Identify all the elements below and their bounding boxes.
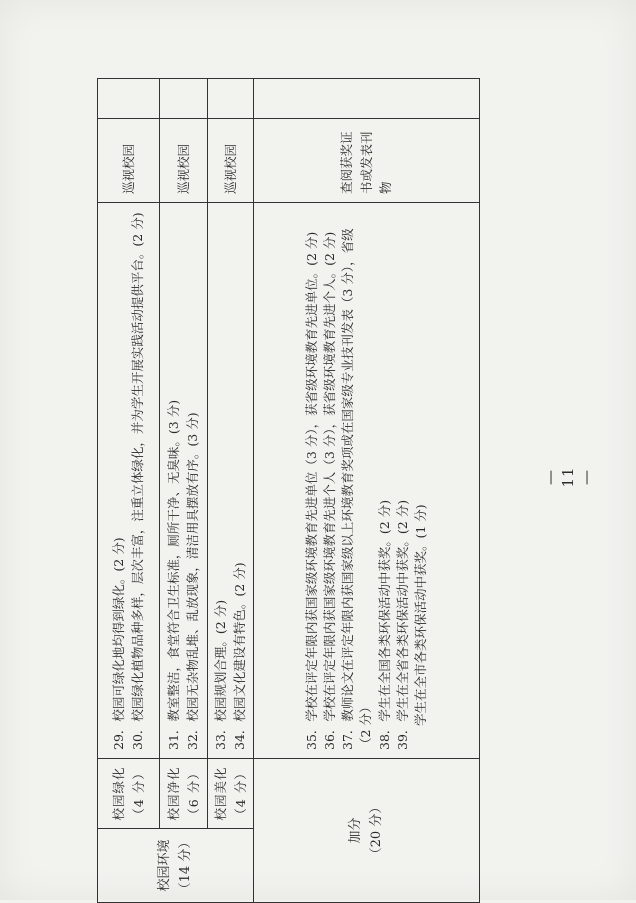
criterion-33: 33．校园规划合理。(2 分) [213,599,229,750]
table-row [160,79,208,903]
subcategory-label: 校园净化 [166,766,182,821]
category-label: 校园环境 [156,839,172,892]
criterion-30: 30．校园绿化植物品种多样，层次丰富，注重立体绿化，并为学生开展实践活动提供平台。(2 分) [129,212,145,750]
subcategory-label: 校园绿化 [111,766,127,821]
table-row [98,79,160,903]
category-cell-environment [98,829,254,903]
criterion-37: 37．教师论文在评定年限内获国家级以上环境教育奖项或在国家级专业技刊发表（3 分），省级（2 分） [340,228,374,750]
criterion-32: 32．校园无杂物乱堆、乱放现象，清洁用具摆放有序。(3 分) [184,412,200,750]
subcategory-label: 校园美化 [213,766,229,821]
category-cell-bonus [254,759,480,903]
method-cell-bonus: 查阅获奖证书或发表刊物 [254,119,480,203]
table-row [254,79,480,903]
criterion-35: 35．学校在评定年限内获国家级环境教育先进单位（3 分），获省级环境教育先进单位。(2 分) [304,231,320,750]
criterion-29: 29．校园可绿化地均得到绿化。(2 分) [111,537,127,750]
subcategory-score: （6 分） [185,766,201,821]
subcategory-score: （4 分） [232,766,248,821]
blank-cell [98,79,160,119]
criteria-cell-bonus [254,203,480,759]
method-cell-clean: 巡视校园 [160,119,208,203]
method-cell-beauty: 巡视校园 [208,119,254,203]
blank-cell [160,79,208,119]
criteria-cell-green [98,203,160,759]
subcategory-score: （4 分） [130,766,146,821]
criterion-31: 31．教室整洁，食堂符合卫生标准，厕所干净、无臭味。(3 分) [166,399,182,750]
category-score: （14 分） [177,835,193,896]
criteria-cell-beauty [208,203,254,759]
criterion-39-cont: 学生在全市各类环保活动中获奖。(1 分) [412,504,428,726]
criteria-cell-clean [160,203,208,759]
rotated-page [97,78,480,903]
subcategory-cell-beauty [208,759,254,829]
method-cell-green: 巡视校园 [98,119,160,203]
category-score: （20 分） [368,800,384,861]
criterion-36: 36．学校在评定年限内获国家级环境教育先进个人（3 分），获省级环境教育先进个人。(2 分) [322,231,338,750]
blank-cell [254,79,480,119]
table-row [208,79,254,903]
blank-cell [208,79,254,119]
subcategory-cell-green [98,759,160,829]
evaluation-table [97,78,480,903]
page-number: — 11 — [541,466,595,488]
subcategory-cell-clean [160,759,208,829]
criterion-39: 39．学生在全省各类环保活动中获奖。(2 分) [394,499,410,750]
criterion-34: 34．校园文化建设有特色。(2 分) [231,562,247,750]
criterion-38: 38．学生在全国各类环保活动中获奖。(2 分) [376,499,392,750]
category-label: 加分 [347,817,363,844]
